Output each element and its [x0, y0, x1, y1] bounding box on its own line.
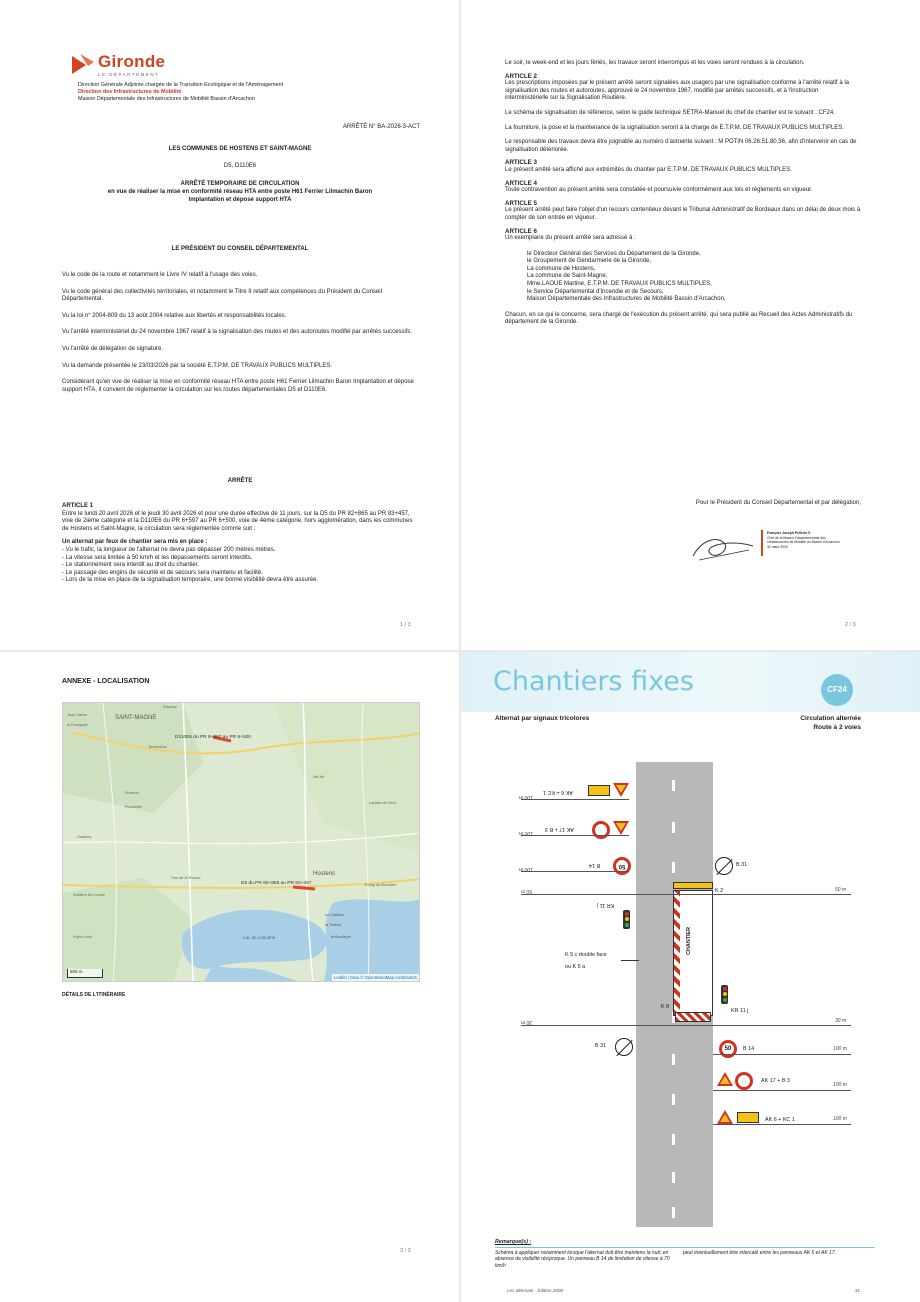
distance-line: [521, 894, 851, 895]
recipients-list: [505, 251, 861, 304]
signer-line: François Joseph Pellerin S: [767, 531, 811, 535]
distance-label: 50 m: [521, 888, 533, 894]
article-paragraph: Le responsable des travaux devra être joignable au numéro d'astreinte suivant : M POTIN 06.26.51.80.36, afin d'intervenir en cas de signalisation détériorée.: [505, 139, 857, 153]
distance-label: 30 m: [521, 1019, 533, 1025]
map-place: Etang du Bourdieu: [365, 883, 397, 887]
k2-panel: [673, 882, 713, 889]
distance-line: [521, 871, 629, 872]
distance-line: [521, 799, 629, 800]
k5c-leader: [621, 960, 639, 961]
lane-mark: [672, 780, 675, 791]
vus-block: [62, 272, 420, 394]
header-line: Direction des Infrastructures de Mobilité: [78, 89, 182, 95]
vu-paragraph: Vu la demande présentée le 23/03/2026 par la société E.T.P.M. DE TRAVAUX PUBLICS MULTIPLES.: [62, 362, 333, 369]
distance-label: 50 m: [835, 887, 847, 893]
b14-sign: 50: [719, 1040, 737, 1058]
vu-paragraph: Vu le code général des collectivités territoriales, et notamment le Titre II relatif aux compétences du Président du Conseil Départemental.: [62, 288, 382, 303]
ak17b3-label: AK 17 + B 3: [761, 1078, 790, 1084]
page-1: [0, 0, 459, 650]
b31-top-label: B 31: [736, 862, 748, 868]
map-place: le Boudeyre: [331, 935, 352, 939]
communes: LES COMMUNES DE HOSTENS ET SAINT-MAGNE: [168, 146, 312, 152]
delegation: Pour le Président du Conseil Départemental et par délégation,: [695, 500, 861, 506]
b3-sign: [735, 1072, 753, 1090]
ak17-sign-top: [613, 821, 629, 835]
recipient: le Directeur Général des Services du Département de la Gironde,: [527, 250, 701, 257]
logo-sub: LE DÉPARTEMENT: [98, 72, 160, 77]
b31-label: B 31: [595, 1043, 607, 1049]
map-place: Bel-Air: [313, 775, 325, 779]
intro-paragraph: Le soir, le week-end et les jours fériés, les travaux seront interrompus et les voies seront rendues à la circulation.: [505, 60, 805, 66]
recipient: le Groupement de Gendarmerie de la Gironde,: [527, 258, 652, 265]
k5c-label: K 5 c double face: [565, 952, 607, 958]
right-heading-1: Circulation alternée: [800, 715, 861, 722]
map-place: Suberon: [125, 791, 140, 795]
k8-label: K 8: [661, 1004, 670, 1010]
map-place: la Tuilerie: [325, 923, 342, 927]
page-number: 1 / 3: [400, 622, 411, 628]
b14-label: B 14: [743, 1046, 755, 1052]
article-title: ARTICLE 6: [505, 227, 537, 235]
ak6kc1-label: AK 6 + KC 1: [765, 1117, 795, 1123]
ak6kc1-top-label: AK 6 + KC 1: [543, 789, 573, 795]
map-attribution[interactable]: Leaflet | Data © OpenStreetMap contributors: [334, 975, 417, 980]
k8-panel: [675, 1012, 711, 1022]
right-heading-2: Route à 2 voies: [813, 724, 861, 731]
distance-label: 100 m: [519, 830, 533, 836]
ou-k5a-label: ou K 5 a: [565, 964, 586, 970]
article-paragraph: Les prescriptions imposées par le présent arrêté seront signalées aux usagers par une signalisation conforme à l'arrêté relatif à la signalisation des routes et autoroutes, approuvé le 24 novembre 1967, modifié par arrêtés successifs, et à l'instruction interministérielle sur la Signalisation Routière.: [505, 80, 849, 102]
article-paragraph: La fourniture, la pose et la maintenance de la signalisation seront à la charge de E.T.P.M. DE TRAVAUX PUBLICS MULTIPLES.: [505, 124, 844, 131]
kc1-panel: [737, 1112, 759, 1123]
lane-mark: [672, 1094, 675, 1105]
signer-block: [767, 531, 877, 549]
article-title: ARTICLE 5: [505, 199, 537, 207]
footer-left: Les alternats · Édition 2000: [507, 1288, 563, 1293]
remarks-right: peut éventuellement être intercalé entre les panneaux AK 5 et AK 17.: [683, 1250, 837, 1256]
vu-paragraph: Considérant qu'en vue de réaliser la mise en conformité réseau HTA entre poste H61 Ferrier Lilmachin Baron Implantation et dépose support HTA, il convient de réglementer la circulation sur les routes départementales D5 et D110E6.: [62, 379, 414, 393]
distance-line: [713, 1090, 851, 1091]
alternat-item: - La vitesse sera limitée à 50 km/h et les dépassements seront interdits.: [62, 554, 253, 561]
signer-line: Chef de la Maison Départementale des: [767, 535, 826, 540]
ak17b3-top-label: AK 17 + B 3: [545, 826, 574, 832]
article-title: ARTICLE 4: [505, 179, 537, 187]
signer-line: Infrastructures de Mobilité du Bassin d'Arcachon: [767, 540, 840, 545]
article-paragraph: Le présent arrêté peut faire l'objet d'un recours contentieux devant le Tribunal Administratif de Bordeaux dans un délai de deux mois à compter de son entrée en vigueur.: [505, 207, 861, 221]
distance-label: 100 m: [519, 794, 533, 800]
gironde-logo-icon: [70, 54, 96, 76]
worksite-zone: [673, 890, 713, 1016]
page-2-body: [505, 60, 861, 327]
article-paragraph: Le présent arrêté sera affiché aux extrémités du chantier par E.T.P.M. DE TRAVAUX PUBLICS MULTIPLES.: [505, 166, 792, 173]
page-4: [461, 652, 920, 1302]
distance-label: 100 m: [833, 1116, 847, 1122]
vu-paragraph: Vu l'arrêté de délégation de signature.: [62, 345, 163, 352]
article-1: [62, 503, 420, 585]
map-background: [63, 703, 420, 982]
lane-mark: [672, 822, 675, 833]
left-heading: Alternat par signaux tricolores: [495, 715, 590, 722]
distance-label: 100 m: [519, 866, 533, 872]
alternat-item: - Le passage des engins de sécurité et de secours sera maintenu et facilité.: [62, 569, 263, 576]
page-number: 3 / 3: [400, 1248, 411, 1254]
map-place: Le Castéra: [325, 913, 344, 917]
article-paragraph: Le schéma de signalisation de référence, selon le guide technique SETRA-Manuel du chef de chantier est le suivant : CF24.: [505, 109, 835, 116]
footer-page: 31: [855, 1288, 861, 1293]
map-place: la Dourgade: [67, 723, 88, 727]
remarks-rule: [495, 1247, 875, 1248]
article-1-text: Entre le lundi 20 avril 2026 et le jeudi 30 avril 2026 et pour une durée effective de 11 jours, sur la D5 du PR 82+865 au PR 83+457, voie de 2ième catégorie et la D110E6 du PR 6+597 au PR 6+500, voie de 4ème catégorie, hors agglomération, dans les communes de Hostens et Saint-Magne, la circulation sera réglementée comme suit :: [62, 510, 413, 532]
map-place: Pujou Haut: [73, 935, 92, 939]
map-caption: DÉTAILS DE L'ITINÉRAIRE: [62, 992, 126, 998]
distance-line: [713, 1054, 851, 1055]
ak17-sign: [717, 1072, 733, 1086]
k2-top-label: K 2: [715, 888, 724, 894]
map-place: Papoley: [163, 705, 177, 709]
lane-mark: [672, 1207, 675, 1218]
annex-title: ANNEXE - LOCALISATION: [62, 678, 150, 685]
article-paragraph: Toute contravention au présent arrêté sera constatée et poursuivie conformément aux lois et règlements en vigueur.: [505, 187, 813, 194]
lane-mark: [672, 1172, 675, 1183]
lane-mark: [672, 862, 675, 873]
cf-badge: CF24: [821, 674, 853, 706]
arrete-ref: ARRÊTÉ N° BA-2026-3-ACT: [342, 124, 420, 130]
kr11-label: KR 11 j: [731, 1008, 749, 1014]
map-label-saint-magne: SAINT-MAGNE: [115, 715, 157, 721]
alternat-title: Un alternat par feux de chantier sera mis en place :: [62, 539, 208, 546]
roads: D5, D110E6: [223, 163, 257, 169]
b31-sign: [615, 1038, 633, 1056]
vu-paragraph: Vu la loi n° 2004-809 du 13 août 2004 relative aux libertés et responsabilités locales.: [62, 312, 287, 319]
arrete-subtitle: en vue de réaliser la mise en conformité réseau HTA entre poste H61 Ferrier Lilmachin Baron Implantation et dépose support HTA: [107, 189, 373, 203]
arrete-heading: ARRÊTE: [227, 478, 253, 484]
article-title: ARTICLE 2: [505, 72, 537, 80]
logo-word: Gironde: [98, 52, 166, 71]
b31-sign-top: [715, 857, 733, 875]
header-line: Maison Départementale des Infrastructures de Mobilité Bassin d'Arcachon: [78, 96, 255, 102]
map-place: Puxadette: [125, 805, 143, 809]
map-label-hostens: Hostens: [313, 871, 336, 877]
distance-label: 100 m: [833, 1046, 847, 1052]
recipient: Maison Départementale des Infrastructures de Mobilité Bassin d'Arcachon,: [527, 296, 726, 303]
article-1-title: ARTICLE 1: [62, 503, 94, 509]
location-map[interactable]: [62, 702, 420, 982]
distance-label: 100 m: [833, 1082, 847, 1088]
arrete-title: ARRÊTÉ TEMPORAIRE DE CIRCULATION: [180, 181, 300, 187]
distance-label: 30 m: [835, 1018, 847, 1024]
map-place: Jean Hache: [67, 713, 88, 717]
map-place: Bravenilus: [149, 745, 167, 749]
page-number: 2 / 3: [845, 622, 856, 628]
page-2: [461, 0, 920, 650]
ak6-sign: [717, 1110, 733, 1124]
traffic-light-top: [623, 910, 630, 929]
alternat-item: - Lors de la mise en place de la signalisation temporaire, une bonne visibilité devra être assurée.: [62, 577, 319, 584]
vu-paragraph: Vu l'arrêté interministériel du 24 novembre 1967 relatif à la signalisation des routes et des autoroutes modifié par arrêtés successifs.: [62, 329, 413, 336]
alternat-item: - Vu le trafic, la longueur de l'alternat ne devra pas dépasser 200 mètres mètres.: [62, 546, 276, 553]
article-title: ARTICLE 3: [505, 159, 537, 167]
lane-mark: [672, 1134, 675, 1145]
recipient: La commune de Saint-Magne,: [527, 273, 608, 280]
article-paragraph: Un exemplaire du présent arrêté sera adressé à :: [505, 235, 636, 242]
alternat-item: - Le stationnement sera interdit au droit du chantier.: [62, 562, 200, 569]
lane-mark: [672, 1054, 675, 1065]
remarks-left: Schéma à appliquer notamment lorsque l'alternat doit être maintenu la nuit, en absence de visibilité réciproque. Un panneau B 14 de limitation de vitesse à 70 km/h: [495, 1250, 670, 1269]
header-block: [78, 82, 378, 103]
map-place: Sablière de Lombe: [73, 893, 105, 897]
distance-line: [713, 1124, 851, 1125]
kc1-panel-top: [588, 785, 610, 796]
map-scale: 500 m: [67, 969, 103, 978]
map-place: Gauthey: [77, 835, 92, 839]
chantier-label: CHANTIER: [686, 927, 692, 955]
b14-top-label: B 14: [589, 862, 601, 868]
page-3: [0, 652, 459, 1302]
map-place: Pas de la Roube: [171, 875, 201, 880]
distance-line: [521, 1025, 851, 1026]
signer-line: 30 mars 2026: [767, 544, 788, 549]
traffic-light: [721, 985, 728, 1004]
map-label-d110: D110E6 du PR 6+597 au PR 6+500: [175, 735, 251, 740]
map-place: Landes du Vech: [369, 801, 397, 805]
b3-sign-top: [592, 821, 610, 839]
b14-sign-top: 50: [613, 857, 631, 875]
cf-title: Chantiers fixes: [493, 666, 694, 697]
remarks-title: Remarque(s) :: [495, 1239, 532, 1245]
vu-paragraph: Vu le code de la route et notamment le Livre IV relatif à l'usage des voies.: [62, 272, 258, 278]
recipient: La commune de Hostens,: [527, 265, 596, 272]
k8-barrier: [674, 891, 680, 1015]
closing-paragraph: Chacun, en ce qui le concerne, sera chargé de l'exécution du présent arrêté, qui sera publié au Recueil des Actes Administratifs du département de la Gironde.: [505, 311, 853, 326]
signature-bar: [761, 530, 763, 556]
ak6-sign-top: [613, 783, 629, 797]
president-heading: LE PRÉSIDENT DU CONSEIL DÉPARTEMENTAL: [171, 246, 309, 252]
distance-line: [521, 835, 629, 836]
recipient: le Service Départemental d'Incendie et de Secours,: [527, 288, 664, 295]
signature-icon: [689, 530, 759, 564]
map-place: Lac de Lamothe: [243, 935, 276, 940]
map-label-d5: D5 du PR 82+865 au PR 83+457: [241, 881, 312, 886]
kr11-top-label: KR 11 j: [597, 902, 615, 908]
recipient: Mme.LAOUE Martine, E.T.P.M. DE TRAVAUX PUBLICS MULTIPLES,: [527, 281, 712, 288]
header-line: Direction Générale Adjointe chargée de la Transition Ecologique et de l'Aménagement: [78, 82, 284, 88]
